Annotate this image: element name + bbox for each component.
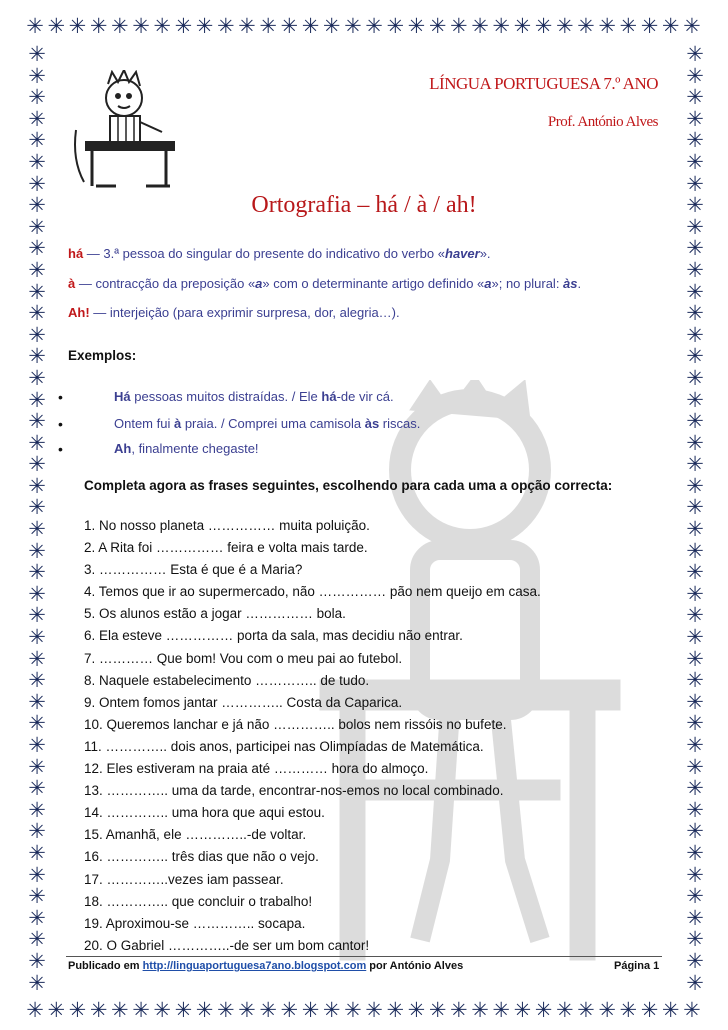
border-star-icon: ✳: [661, 1000, 679, 1022]
exercise-item: 17. …………..vezes iam passear.: [84, 871, 284, 887]
border-star-icon: ✳: [28, 193, 46, 218]
border-star-icon: ✳: [686, 63, 704, 88]
border-star-icon: ✳: [153, 16, 171, 38]
border-star-icon: ✳: [28, 236, 46, 261]
border-star-icon: ✳: [686, 193, 704, 218]
border-star-icon: ✳: [238, 1000, 255, 1022]
border-star-icon: ✳: [28, 668, 46, 693]
border-star-icon: ✳: [216, 1000, 234, 1022]
border-star-icon: ✳: [28, 106, 46, 131]
border-star-icon: ✳: [322, 1000, 340, 1022]
page-border-top: [24, 16, 704, 40]
border-star-icon: ✳: [28, 495, 46, 520]
border-star-icon: ✳: [301, 1000, 319, 1022]
definition-text: — 3.ª pessoa do singular do presente do indicativo do verbo «: [83, 246, 445, 261]
exercise-item: 1. No nosso planeta …………… muita poluição.: [84, 518, 370, 533]
definition-a-crase: [68, 276, 581, 291]
border-star-icon: ✳: [28, 44, 46, 66]
border-star-icon: ✳: [132, 16, 149, 38]
border-star-icon: ✳: [686, 301, 704, 326]
border-star-icon: ✳: [26, 1000, 43, 1022]
border-star-icon: ✳: [492, 16, 510, 38]
border-star-icon: ✳: [26, 16, 43, 38]
definition-text: »; no plural:: [491, 276, 564, 291]
border-star-icon: ✳: [686, 409, 704, 434]
border-star-icon: ✳: [28, 538, 46, 563]
exercise-item: 12. Eles estiveram na praia até ………… hora do almoço.: [84, 761, 429, 777]
border-star-icon: ✳: [683, 16, 700, 38]
border-star-icon: ✳: [686, 625, 704, 650]
page-border-right: [684, 44, 706, 994]
exercise-item: 9. Ontem fomos jantar ………….. Costa da Caparica.: [84, 694, 403, 710]
border-star-icon: ✳: [28, 560, 46, 585]
border-star-icon: ✳: [28, 301, 46, 326]
border-star-icon: ✳: [686, 430, 704, 455]
definition-keyword: a: [255, 276, 263, 291]
exercise-item: 6. Ela esteve …………… porta da sala, mas decidiu não entrar.: [84, 628, 463, 644]
example-text: Ontem fui à praia. / Comprei uma camisola às riscas.: [114, 416, 421, 431]
border-star-icon: ✳: [28, 711, 46, 736]
border-star-icon: ✳: [534, 16, 552, 38]
border-star-icon: ✳: [686, 106, 704, 131]
border-star-icon: ✳: [577, 1000, 594, 1022]
examples-heading: Exemplos:: [68, 348, 137, 363]
border-star-icon: ✳: [619, 1000, 637, 1022]
footer-text: Publicado em: [68, 960, 143, 972]
definition-text: — contracção da preposição «: [75, 276, 256, 291]
border-star-icon: ✳: [89, 1000, 107, 1022]
exercise-item: 3. …………… Esta é que é a Maria?: [84, 562, 303, 578]
exercise-item: 4. Temos que ir ao supermercado, não …………… pão nem queijo em casa.: [84, 584, 541, 600]
border-star-icon: ✳: [686, 581, 704, 606]
border-star-icon: ✳: [28, 603, 46, 628]
border-star-icon: ✳: [450, 1000, 467, 1022]
definition-text: ».: [479, 246, 491, 261]
border-star-icon: ✳: [28, 948, 46, 973]
course-header: LÍNGUA PORTUGUESA 7.º ANO: [429, 74, 658, 93]
border-star-icon: ✳: [640, 16, 658, 38]
border-star-icon: ✳: [428, 16, 446, 38]
border-star-icon: ✳: [686, 495, 704, 520]
page-title: Ortografia – há / à / ah!: [251, 192, 477, 218]
exercise-item: 16. ………….. três dias que não o vejo.: [84, 849, 319, 865]
border-star-icon: ✳: [153, 1000, 171, 1022]
border-star-icon: ✳: [640, 1000, 658, 1022]
border-star-icon: ✳: [28, 214, 46, 239]
border-star-icon: ✳: [259, 1000, 276, 1022]
border-star-icon: ✳: [407, 16, 425, 38]
example-text: Há pessoas muitos distraídas. / Ele há-de vir cá.: [114, 389, 394, 404]
border-star-icon: ✳: [68, 16, 86, 38]
border-star-icon: ✳: [686, 970, 704, 994]
definition-term: à: [68, 276, 76, 291]
definition-keyword: haver: [445, 246, 480, 261]
page-border-bottom: [24, 1000, 704, 1024]
exercise-instruction: Completa agora as frases seguintes, escolhendo para cada uma a opção correcta:: [84, 478, 613, 493]
border-star-icon: ✳: [132, 1000, 149, 1022]
definition-text: — interjeição (para exprimir surpresa, dor, alegria…).: [89, 305, 400, 320]
border-star-icon: ✳: [686, 214, 704, 239]
border-star-icon: ✳: [661, 16, 679, 38]
border-star-icon: ✳: [28, 171, 46, 196]
border-star-icon: ✳: [686, 128, 704, 153]
bullet-icon: •: [58, 416, 63, 432]
border-star-icon: ✳: [47, 1000, 65, 1022]
border-star-icon: ✳: [686, 387, 704, 412]
border-star-icon: ✳: [686, 365, 704, 390]
border-star-icon: ✳: [28, 733, 46, 757]
border-star-icon: ✳: [28, 776, 46, 801]
border-star-icon: ✳: [686, 711, 704, 736]
author-header: Prof. António Alves: [547, 114, 658, 130]
border-star-icon: ✳: [28, 409, 46, 434]
border-star-icon: ✳: [28, 581, 46, 606]
border-star-icon: ✳: [598, 1000, 615, 1022]
blog-link[interactable]: http://linguaportuguesa7ano.blogspot.com: [142, 960, 367, 972]
exercise-item: 11. ………….. dois anos, participei nas Olimpíadas de Matemática.: [84, 738, 484, 754]
border-star-icon: ✳: [280, 1000, 298, 1022]
border-star-icon: ✳: [686, 473, 704, 498]
border-star-icon: ✳: [686, 44, 704, 66]
border-star-icon: ✳: [28, 646, 46, 671]
border-star-icon: ✳: [386, 1000, 404, 1022]
border-star-icon: ✳: [111, 16, 128, 38]
bullet-icon: •: [58, 441, 63, 457]
border-star-icon: ✳: [686, 603, 704, 628]
border-star-icon: ✳: [686, 85, 704, 110]
border-star-icon: ✳: [471, 1000, 488, 1022]
border-star-icon: ✳: [577, 16, 594, 38]
border-star-icon: ✳: [28, 430, 46, 455]
border-star-icon: ✳: [471, 16, 488, 38]
border-star-icon: ✳: [450, 16, 467, 38]
border-star-icon: ✳: [28, 387, 46, 412]
definition-keyword: a: [484, 276, 492, 291]
border-star-icon: ✳: [28, 862, 46, 887]
border-star-icon: ✳: [28, 517, 46, 542]
exercise-item: 5. Os alunos estão a jogar …………… bola.: [84, 606, 346, 622]
border-star-icon: ✳: [174, 16, 192, 38]
border-star-icon: ✳: [89, 16, 107, 38]
border-star-icon: ✳: [216, 16, 234, 38]
border-star-icon: ✳: [28, 625, 46, 650]
border-star-icon: ✳: [492, 1000, 510, 1022]
border-star-icon: ✳: [686, 948, 704, 973]
border-star-icon: ✳: [686, 538, 704, 563]
border-star-icon: ✳: [686, 646, 704, 671]
border-star-icon: ✳: [238, 16, 255, 38]
cartoon-student-image: [66, 70, 191, 190]
border-star-icon: ✳: [428, 1000, 446, 1022]
border-star-icon: ✳: [686, 905, 704, 930]
border-star-icon: ✳: [111, 1000, 128, 1022]
definition-ha: [68, 246, 491, 261]
border-star-icon: ✳: [28, 63, 46, 88]
border-star-icon: ✳: [686, 862, 704, 887]
border-star-icon: ✳: [28, 884, 46, 909]
border-star-icon: ✳: [686, 236, 704, 261]
border-star-icon: ✳: [686, 560, 704, 585]
border-star-icon: ✳: [619, 16, 637, 38]
footer-divider: [66, 956, 662, 957]
border-star-icon: ✳: [555, 1000, 573, 1022]
border-star-icon: ✳: [28, 905, 46, 930]
border-star-icon: ✳: [28, 128, 46, 153]
border-star-icon: ✳: [28, 322, 46, 347]
exercise-item: 19. Aproximou-se ………….. socapa.: [84, 915, 306, 931]
border-star-icon: ✳: [686, 884, 704, 909]
border-star-icon: ✳: [28, 344, 46, 369]
definition-term: Ah!: [68, 305, 90, 320]
border-star-icon: ✳: [686, 149, 704, 174]
border-star-icon: ✳: [686, 452, 704, 477]
border-star-icon: ✳: [28, 149, 46, 174]
exercise-item: 20. O Gabriel …………..-de ser um bom cantor!: [84, 937, 370, 953]
definition-text: .: [577, 276, 582, 291]
exercise-list: [84, 518, 541, 960]
border-star-icon: ✳: [365, 1000, 382, 1022]
border-star-icon: ✳: [28, 754, 46, 779]
border-star-icon: ✳: [513, 1000, 531, 1022]
footer-credit: [68, 960, 463, 972]
border-star-icon: ✳: [686, 279, 704, 304]
border-star-icon: ✳: [534, 1000, 552, 1022]
definition-ah: [68, 305, 400, 320]
border-star-icon: ✳: [407, 1000, 425, 1022]
border-star-icon: ✳: [174, 1000, 192, 1022]
border-star-icon: ✳: [68, 1000, 86, 1022]
bullet-icon: •: [58, 389, 63, 405]
border-star-icon: ✳: [365, 16, 382, 38]
border-star-icon: ✳: [28, 797, 46, 822]
border-star-icon: ✳: [280, 16, 298, 38]
exercise-item: 8. Naquele estabelecimento ………….. de tudo.: [84, 672, 370, 688]
border-star-icon: ✳: [386, 16, 404, 38]
border-star-icon: ✳: [686, 689, 704, 714]
definition-keyword: às: [563, 276, 578, 291]
border-star-icon: ✳: [686, 819, 704, 844]
border-star-icon: ✳: [686, 517, 704, 542]
border-star-icon: ✳: [686, 754, 704, 779]
border-star-icon: ✳: [28, 257, 46, 282]
border-star-icon: ✳: [28, 365, 46, 390]
border-star-icon: ✳: [686, 171, 704, 196]
border-star-icon: ✳: [686, 797, 704, 822]
exercise-item: 10. Queremos lanchar e já não ………….. bolos nem rissóis no bufete.: [84, 716, 507, 732]
border-star-icon: ✳: [344, 16, 361, 38]
border-star-icon: ✳: [47, 16, 65, 38]
border-star-icon: ✳: [686, 927, 704, 952]
example-text: Ah, finalmente chegaste!: [114, 441, 259, 456]
border-star-icon: ✳: [195, 1000, 213, 1022]
border-star-icon: ✳: [28, 927, 46, 952]
exercise-item: 18. ………….. que concluir o trabalho!: [84, 893, 313, 909]
border-star-icon: ✳: [686, 840, 704, 865]
exercise-item: 15. Amanhã, ele …………..-de voltar.: [84, 827, 307, 843]
page-border-left: [26, 44, 48, 994]
border-star-icon: ✳: [28, 840, 46, 865]
border-star-icon: ✳: [28, 689, 46, 714]
border-star-icon: ✳: [344, 1000, 361, 1022]
border-star-icon: ✳: [683, 1000, 700, 1022]
border-star-icon: ✳: [513, 16, 531, 38]
exercise-item: 13. ………….. uma da tarde, encontrar-nos-emos no local combinado.: [84, 783, 504, 799]
border-star-icon: ✳: [28, 473, 46, 498]
border-star-icon: ✳: [301, 16, 319, 38]
border-star-icon: ✳: [686, 733, 704, 757]
border-star-icon: ✳: [28, 279, 46, 304]
exercise-item: 2. A Rita foi …………… feira e volta mais tarde.: [84, 540, 368, 556]
border-star-icon: ✳: [686, 322, 704, 347]
border-star-icon: ✳: [28, 85, 46, 110]
border-star-icon: ✳: [686, 668, 704, 693]
border-star-icon: ✳: [322, 16, 340, 38]
exercise-item: 14. ………….. uma hora que aqui estou.: [84, 805, 325, 821]
border-star-icon: ✳: [28, 452, 46, 477]
definition-term: há: [68, 246, 84, 261]
border-star-icon: ✳: [259, 16, 276, 38]
border-star-icon: ✳: [555, 16, 573, 38]
border-star-icon: ✳: [195, 16, 213, 38]
page-number: Página 1: [614, 960, 660, 972]
border-star-icon: ✳: [686, 344, 704, 369]
border-star-icon: ✳: [598, 16, 615, 38]
border-star-icon: ✳: [686, 257, 704, 282]
footer-text: por António Alves: [366, 960, 464, 972]
border-star-icon: ✳: [28, 970, 46, 994]
exercise-item: 7. ………… Que bom! Vou com o meu pai ao futebol.: [84, 650, 403, 666]
border-star-icon: ✳: [686, 776, 704, 801]
border-star-icon: ✳: [28, 819, 46, 844]
definition-text: » com o determinante artigo definido «: [262, 276, 485, 291]
